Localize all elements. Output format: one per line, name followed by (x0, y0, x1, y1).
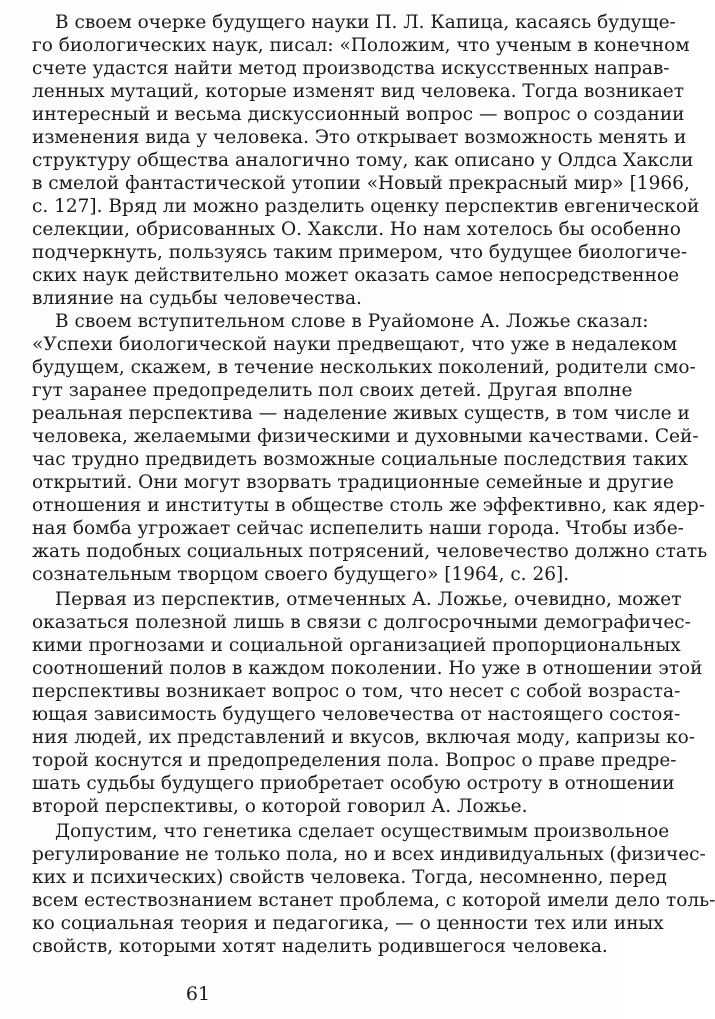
text-line: оказаться полезной лишь в связи с долгосрочными демографичес- (32, 612, 691, 633)
text-line: селекции, обрисованных О. Хаксли. Но нам хотелось бы особенно (32, 219, 681, 240)
text-line: ских наук действительно может оказать самое непосредственное (32, 265, 680, 286)
text-line: подчеркнуть, пользуясь таким примером, что будущее биологиче- (32, 242, 688, 263)
text-line: го биологических наук, писал: «Положим, что ученым в конечном (32, 35, 690, 56)
text-line: В своем вступительном слове в Руайомоне А. Ложье сказал: (55, 311, 649, 332)
text-line: изменения вида у человека. Это открывает возможность менять и (32, 127, 687, 148)
text-line: структуру общества аналогично тому, как описано у Олдса Хаксли (32, 150, 694, 171)
text-line: шать судьбы будущего приобретает особую остроту в отношении (32, 773, 675, 794)
text-line: ная бомба угрожает сейчас испепелить наши города. Чтобы избе- (32, 518, 684, 539)
text-line: будущем, скажем, в течение нескольких поколений, родители смо- (32, 357, 696, 378)
text-line: открытий. Они могут взорвать традиционные семейные и другие (32, 472, 674, 493)
text-line: ко социальная теория и педагогика, — о ценности тех или иных (32, 913, 664, 934)
text-line: счете удастся найти метод производства искусственных направ- (32, 58, 670, 79)
text-line: сознательным творцом своего будущего» [1964, с. 26]. (32, 564, 570, 585)
text-line: второй перспективы, о которой говорил А. Ложье. (32, 796, 528, 817)
text-line: ющая зависимость будущего человечества от настоящего состоя- (32, 704, 681, 725)
text-line: «Успехи биологической науки предвещают, что уже в недалеком (32, 334, 678, 355)
text-line: перспективы возникает вопрос о том, что несет с собой возраста- (32, 681, 681, 702)
text-line: регулирование не только пола, но и всех индивидуальных (физичес- (32, 844, 706, 865)
text-line: гут заранее предопределить пол своих детей. Другая вполне (32, 380, 633, 401)
text-line: свойств, которыми хотят наделить родившегося человека. (32, 936, 608, 957)
text-line: ленных мутаций, которые изменят вид человека. Тогда возникает (32, 81, 684, 102)
text-line: Допустим, что генетика сделает осуществимым произвольное (55, 821, 670, 842)
text-line: жать подобных социальных потрясений, человечество должно стать (32, 541, 708, 562)
text-line: соотношений полов в каждом поколении. Но уже в отношении этой (32, 658, 703, 679)
text-line: торой коснутся и предопределения пола. Вопрос о праве предре- (32, 750, 677, 771)
text-line: в смелой фантастической утопии «Новый прекрасный мир» [1966, (32, 173, 690, 194)
text-line: интересный и весьма дискуссионный вопрос — вопрос о создании (32, 104, 685, 125)
text-line: кими прогнозами и социальной организацией пропорциональных (32, 635, 681, 656)
text-line: Первая из перспектив, отмеченных А. Ложье, очевидно, может (55, 589, 682, 610)
text-line: ких и психических) свойств человека. Тогда, несомненно, перед (32, 867, 667, 888)
text-line: человека, желаемыми физическими и духовными качествами. Сей- (32, 426, 699, 447)
text-line: с. 127]. Вряд ли можно разделить оценку перспектив евгенической (32, 196, 700, 217)
text-line: В своем очерке будущего науки П. Л. Капица, касаясь будуще- (55, 12, 676, 33)
text-line: влияние на судьбы человечества. (32, 288, 362, 309)
page-number: 61 (185, 983, 211, 1005)
text-line: ния людей, их представлений и вкусов, включая моду, капризы ко- (32, 727, 695, 748)
text-line: час трудно предвидеть возможные социальные последствия таких (32, 449, 688, 470)
text-line: всем естествознанием встанет проблема, с которой имели дело толь- (32, 890, 715, 911)
text-line: реальная перспектива — наделение живых существ, в том числе и (32, 403, 690, 424)
text-line: отношения и институты в обществе столь же эффективно, как ядер- (32, 495, 705, 516)
